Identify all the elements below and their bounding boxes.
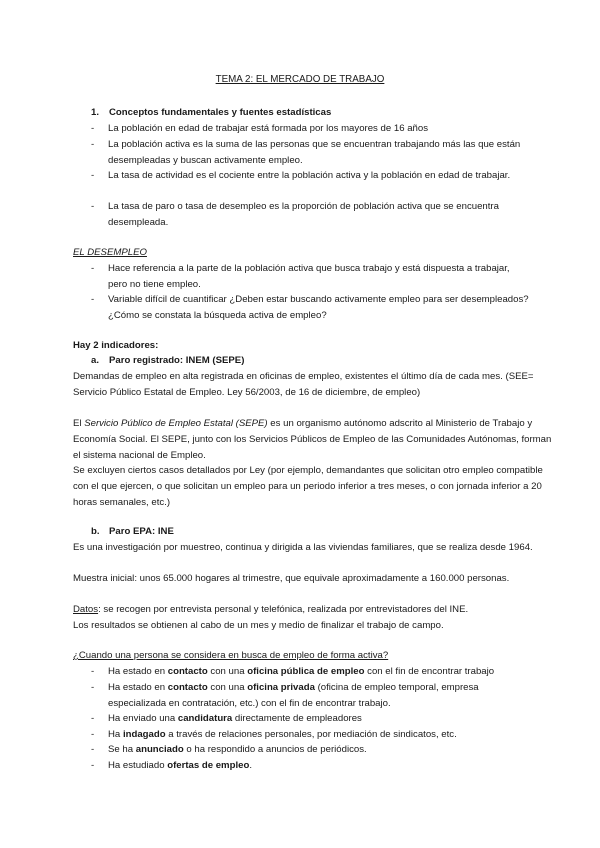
subsection-a-heading: a. Paro registrado: INEM (SEPE)	[91, 355, 245, 366]
indicadores-heading: Hay 2 indicadores:	[73, 340, 159, 351]
list-item: - Ha estudiado ofertas de empleo.	[91, 760, 252, 771]
list-item: - Ha indagado a través de relaciones personales, por mediación de sindicatos, etc.	[91, 729, 457, 740]
list-item: - La población activa es la suma de las personas que se encuentran trabajando más las que están desempleadas y buscan activamente empleo.	[91, 139, 521, 166]
paragraph: Datos: se recogen por entrevista personal y telefónica, realizada por entrevistadores del INE.	[73, 604, 469, 615]
desempleo-heading: EL DESEMPLEO	[73, 247, 147, 258]
subsection-b-heading: b. Paro EPA: INE	[91, 526, 174, 537]
list-item: - Variable difícil de cuantificar ¿Deben estar buscando activamente empleo para ser desempleados? ¿Cómo se constata la búsqueda activa de empleo?	[91, 294, 529, 321]
section-title: Conceptos fundamentales y fuentes estadísticas	[109, 107, 332, 118]
page-title: TEMA 2: EL MERCADO DE TRABAJO	[215, 74, 385, 85]
list-item: - Ha estado en contacto con una oficina pública de empleo con el fin de encontrar trabajo	[91, 666, 495, 677]
list-item: - Se ha anunciado o ha respondido a anuncios de periódicos.	[91, 744, 367, 755]
list-item: - Ha estado en contacto con una oficina privada (oficina de empleo temporal, empresa especializada en contratación, etc.) con el fin de encontrar trabajo.	[91, 682, 479, 709]
list-item: - La tasa de actividad es el cociente entre la población activa y la población en edad de trabajar.	[91, 170, 511, 181]
paragraph: Demandas de empleo en alta registrada en oficinas de empleo, existentes el último día de cada mes. (SEE= Servicio Público Estatal de Empleo. Ley 56/2003, de 16 de diciembre, de empleo)	[73, 371, 534, 398]
paragraph: Los resultados se obtienen al cabo de un mes y medio de finalizar el trabajo de campo.	[73, 620, 444, 631]
paragraph: El Servicio Público de Empleo Estatal (SEPE) es un organismo autónomo adscrito al Ministerio de Trabajo y Economía Social. El SEPE, junto con los Servicios Públicos de Empleo de las Comunidades Autónomas, forman el sistema nacional de Empleo.	[73, 418, 552, 461]
list-item: - La población en edad de trabajar está formada por los mayores de 16 años	[91, 123, 428, 134]
list-item: - Hace referencia a la parte de la población activa que busca trabajo y está dispuesta a trabajar, pero no tiene empleo.	[91, 263, 510, 290]
section-number: 1.	[91, 107, 100, 118]
list-item: - La tasa de paro o tasa de desempleo es la proporción de población activa que se encuentra desempleada.	[91, 201, 499, 228]
section-1-heading	[91, 105, 331, 121]
list-item: - Ha enviado una candidatura directamente de empleadores	[91, 713, 362, 724]
paragraph: Es una investigación por muestreo, continua y dirigida a las viviendas familiares, que se realiza desde 1964.	[73, 542, 533, 553]
paragraph: Muestra inicial: unos 65.000 hogares al trimestre, que equivale aproximadamente a 160.000 personas.	[73, 573, 510, 584]
paragraph: Se excluyen ciertos casos detallados por Ley (por ejemplo, demandantes que solicitan otro empleo compatible con el que ejercen, o que solicitan un empleo para un periodo inferior a tres meses, o con jornada inferior a 20 horas semanales, etc.)	[73, 465, 543, 508]
question-heading: ¿Cuando una persona se considera en busca de empleo de forma activa?	[73, 650, 389, 661]
